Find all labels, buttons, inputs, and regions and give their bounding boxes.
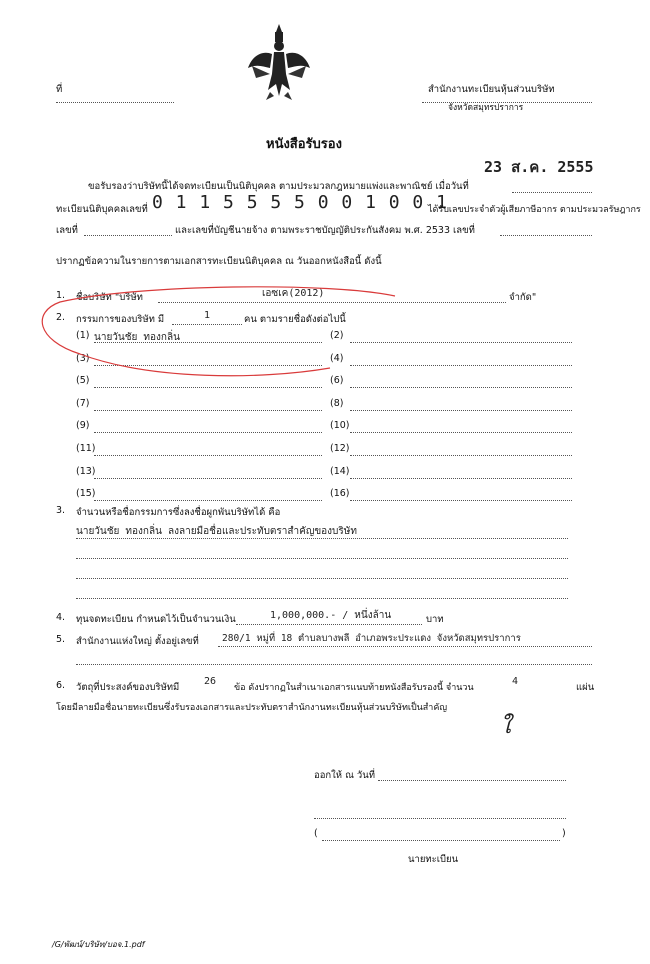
tax-no-label: เลขที่ — [56, 225, 78, 236]
director-slot-dots — [350, 410, 572, 411]
directors-label-b: คน ตามรายชื่อดังต่อไปนี้ — [244, 314, 346, 325]
paren-open: ( — [314, 828, 318, 839]
employer-dots — [500, 235, 592, 236]
director-slot-dots — [94, 387, 322, 388]
document-title: หนังสือรับรอง — [266, 137, 342, 152]
signatory-dots-4 — [76, 598, 568, 599]
head-office-dots-2 — [76, 664, 592, 665]
garuda-emblem-icon — [246, 22, 312, 102]
director-slot-label: (7) — [76, 397, 90, 409]
pages-count: 4 — [512, 676, 519, 687]
file-path: /G/พัฒน์/บริษัท/บอจ.1.pdf — [52, 940, 145, 949]
director-slot-label: (8) — [330, 397, 344, 409]
director-slot-dots — [350, 432, 572, 433]
director-slot-dots — [350, 455, 572, 456]
director-slot-label: (11) — [76, 443, 96, 454]
director-slot-label: (14) — [330, 465, 350, 477]
reg-number-label: ทะเบียนนิติบุคคลเลขที่ — [56, 204, 148, 215]
pages-label: แผ่น — [576, 682, 595, 693]
ref-label: ที่ — [56, 84, 63, 95]
company-name-suffix: จำกัด" — [509, 292, 537, 303]
item3-number: 3. — [56, 505, 66, 516]
director-slot-label: (16) — [330, 488, 350, 500]
directors-label: กรรมการของบริษัท มี — [76, 314, 165, 325]
director-slot-label: (9) — [76, 420, 90, 432]
director-slot-label: (6) — [330, 375, 344, 387]
intro-line1: ขอรับรองว่าบริษัทนี้ได้จดทะเบียนเป็นนิติบุคคล ตามประมวลกฎหมายแพ่งและพาณิชย์ เมื่อวันที่ — [88, 181, 469, 192]
tax-no-dots — [84, 235, 172, 236]
director-slot-label: (4) — [330, 352, 344, 364]
signatory-dots-1 — [76, 538, 568, 539]
director-slot-label: (13) — [76, 465, 96, 477]
director-slot-dots — [94, 410, 322, 411]
director-slot-dots — [94, 478, 322, 479]
director-slot-dots — [94, 500, 322, 501]
item6-number: 6. — [56, 680, 66, 691]
tax-id-label: ได้รับเลขประจำตัวผู้เสียภาษีอากร ตามประมวลรัษฎากร — [428, 205, 641, 215]
item5-number: 5. — [56, 634, 66, 645]
intro-line4: ปรากฏข้อความในรายการตามเอกสารทะเบียนนิติบุคคล ณ วันออกหนังสือนี้ ดังนี้ — [56, 256, 382, 267]
director-slot-label: (12) — [330, 443, 350, 454]
objectives-line2: โดยมีลายมือชื่อนายทะเบียนซึ่งรับรองเอกสารและประทับตราสำนักงานทะเบียนหุ้นส่วนบริษัทเป็นสำคัญ — [56, 703, 448, 713]
head-office-label: สำนักงานแห่งใหญ่ ตั้งอยู่เลขที่ — [76, 636, 199, 647]
signature-dots — [314, 818, 566, 819]
signatory-value: นายวันชัย ทองกลิ่น ลงลายมือชื่อและประทับตราสำคัญของบริษัท — [76, 526, 357, 537]
office-province: จังหวัดสมุทรปราการ — [448, 103, 524, 113]
registrar-name-dots — [322, 840, 560, 841]
ref-dotted-line — [56, 102, 174, 103]
company-name-dots — [158, 302, 506, 303]
office-name: สำนักงานทะเบียนหุ้นส่วนบริษัท — [428, 84, 555, 95]
handwritten-date: 23 ส.ค. 2555 — [484, 158, 594, 176]
director-count-dots — [172, 324, 242, 325]
capital-value: 1,000,000.- / หนึ่งล้าน — [270, 610, 392, 621]
director-slot-label: (5) — [76, 375, 90, 387]
director-slot-dots — [350, 342, 572, 343]
head-office-value: 280/1 หมู่ที่ 18 ตำบลบางพลี อำเภอพระประแดง จังหวัดสมุทรปราการ — [222, 633, 521, 644]
director-slot-dots — [350, 387, 572, 388]
item2-number: 2. — [56, 312, 66, 323]
signatory-dots-3 — [76, 578, 568, 579]
company-name-value: เอซเค(2012) — [262, 288, 325, 299]
director-count: 1 — [204, 310, 211, 321]
issued-date-dots — [378, 780, 566, 781]
director-slot-dots — [94, 365, 322, 366]
objectives-label-b: ข้อ ดังปรากฏในสำเนาเอกสารแนบท้ายหนังสือรับรองนี้ จำนวน — [234, 683, 474, 693]
capital-suffix: บาท — [426, 614, 444, 625]
director-1-name: นายวันชัย ทองกลิ่น — [94, 332, 180, 343]
item1-number: 1. — [56, 290, 66, 301]
director-slot-label: (1) — [76, 330, 90, 341]
head-office-dots — [218, 646, 592, 647]
director-slot-dots — [94, 432, 322, 433]
director-slot-label: (10) — [330, 420, 350, 432]
signatory-dots-2 — [76, 558, 568, 559]
capital-label: ทุนจดทะเบียน กำหนดไว้เป็นจำนวนเงิน — [76, 614, 236, 625]
director-slot-dots — [350, 365, 572, 366]
employer-label: และเลขที่บัญชีนายจ้าง ตามพระราชบัญญัติประกันสังคม พ.ศ. 2533 เลขที่ — [175, 225, 475, 236]
intro-date-dots — [512, 192, 592, 193]
item4-number: 4. — [56, 612, 66, 623]
issued-label: ออกให้ ณ วันที่ — [314, 770, 376, 781]
director-slot-dots — [350, 478, 572, 479]
registrar-label: นายทะเบียน — [408, 854, 459, 865]
director-slot-label: (15) — [76, 488, 96, 500]
director-slot-label: (3) — [76, 352, 90, 364]
capital-dots — [236, 624, 422, 625]
objectives-label: วัตถุที่ประสงค์ของบริษัทมี — [76, 682, 180, 693]
registrar-initial: ใ — [500, 714, 511, 739]
paren-close: ) — [562, 828, 566, 839]
signatory-label: จำนวนหรือชื่อกรรมการซึ่งลงชื่อผูกพันบริษัทได้ คือ — [76, 507, 281, 518]
director-slot-label: (2) — [330, 330, 344, 341]
company-name-label: ชื่อบริษัท "บริษัท — [76, 292, 143, 303]
reg-number: 0 1 1 5 5 5 5 0 0 1 0 0 1 — [152, 192, 448, 213]
objectives-count: 26 — [204, 676, 217, 687]
director-slot-dots — [350, 500, 572, 501]
director-slot-dots — [94, 455, 322, 456]
